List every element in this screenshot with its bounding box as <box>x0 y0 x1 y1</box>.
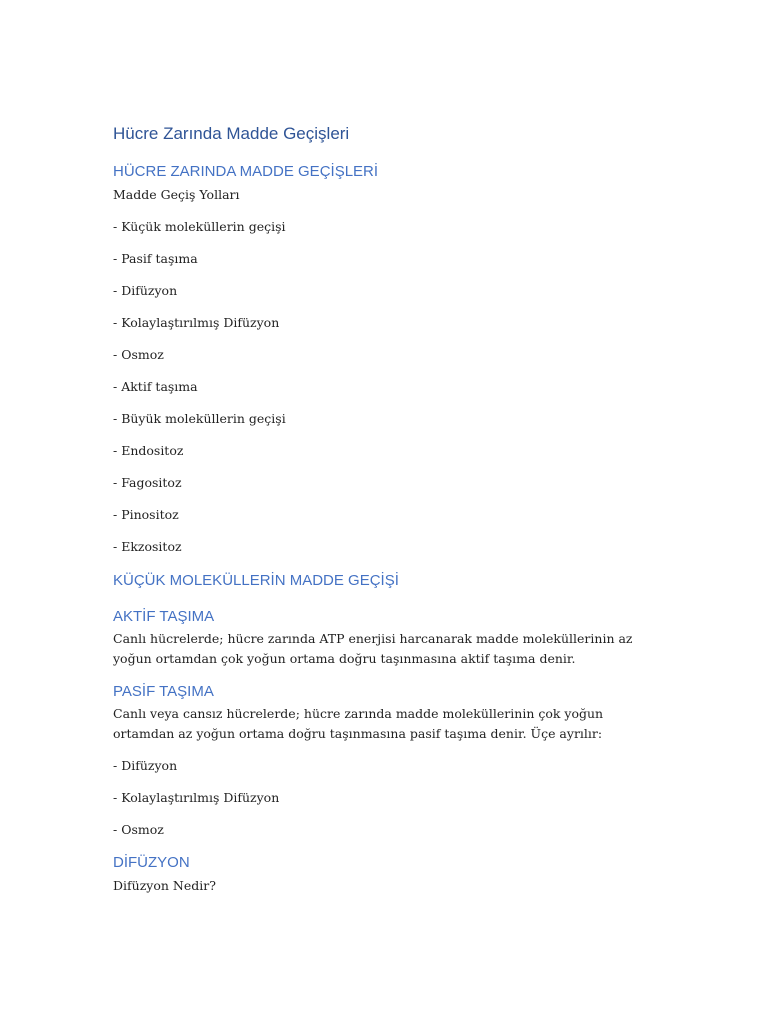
document-title: Hücre Zarında Madde Geçişleri <box>113 124 350 143</box>
section-heading-kucuk-molekuller: KÜÇÜK MOLEKÜLLERİN MADDE GEÇİŞİ <box>113 572 399 589</box>
paragraph-aktif-tasima: Canlı hücrelerde; hücre zarında ATP enerjisi harcanarak madde moleküllerinin az yoğun ortamdan çok yoğun ortama doğru taşınmasına aktif taşıma denir. <box>113 631 633 666</box>
section-heading-difuzyon: DİFÜZYON <box>113 854 190 871</box>
list-item: - Osmoz <box>113 822 164 837</box>
list-item: - Pasif taşıma <box>113 251 198 266</box>
section-heading-hucre-zarinda: HÜCRE ZARINDA MADDE GEÇİŞLERİ <box>113 163 379 180</box>
list-item: - Aktif taşıma <box>113 379 198 394</box>
list-item: - Kolaylaştırılmış Difüzyon <box>113 790 280 805</box>
list-item: - Küçük moleküllerin geçişi <box>113 219 286 234</box>
list-item: - Fagositoz <box>113 475 182 490</box>
section-heading-pasif-tasima: PASİF TAŞIMA <box>113 683 214 700</box>
paragraph-difuzyon: Difüzyon Nedir? <box>113 878 216 893</box>
list-item: - Endositoz <box>113 443 184 458</box>
list-item: - Difüzyon <box>113 283 178 298</box>
paragraph-pasif-tasima: Canlı veya cansız hücrelerde; hücre zarında madde moleküllerinin çok yoğun ortamdan az yoğun ortama doğru taşınmasına pasif taşıma denir. Üçe ayrılır: <box>113 706 604 741</box>
list-item: - Kolaylaştırılmış Difüzyon <box>113 315 280 330</box>
list-item: - Osmoz <box>113 347 164 362</box>
list-item: - Difüzyon <box>113 758 178 773</box>
list-item: - Ekzositoz <box>113 539 182 554</box>
list-item: - Pinositoz <box>113 507 179 522</box>
section-heading-aktif-tasima: AKTİF TAŞIMA <box>113 608 215 625</box>
section-intro: Madde Geçiş Yolları <box>113 187 240 202</box>
list-item: - Büyük moleküllerin geçişi <box>113 411 286 426</box>
